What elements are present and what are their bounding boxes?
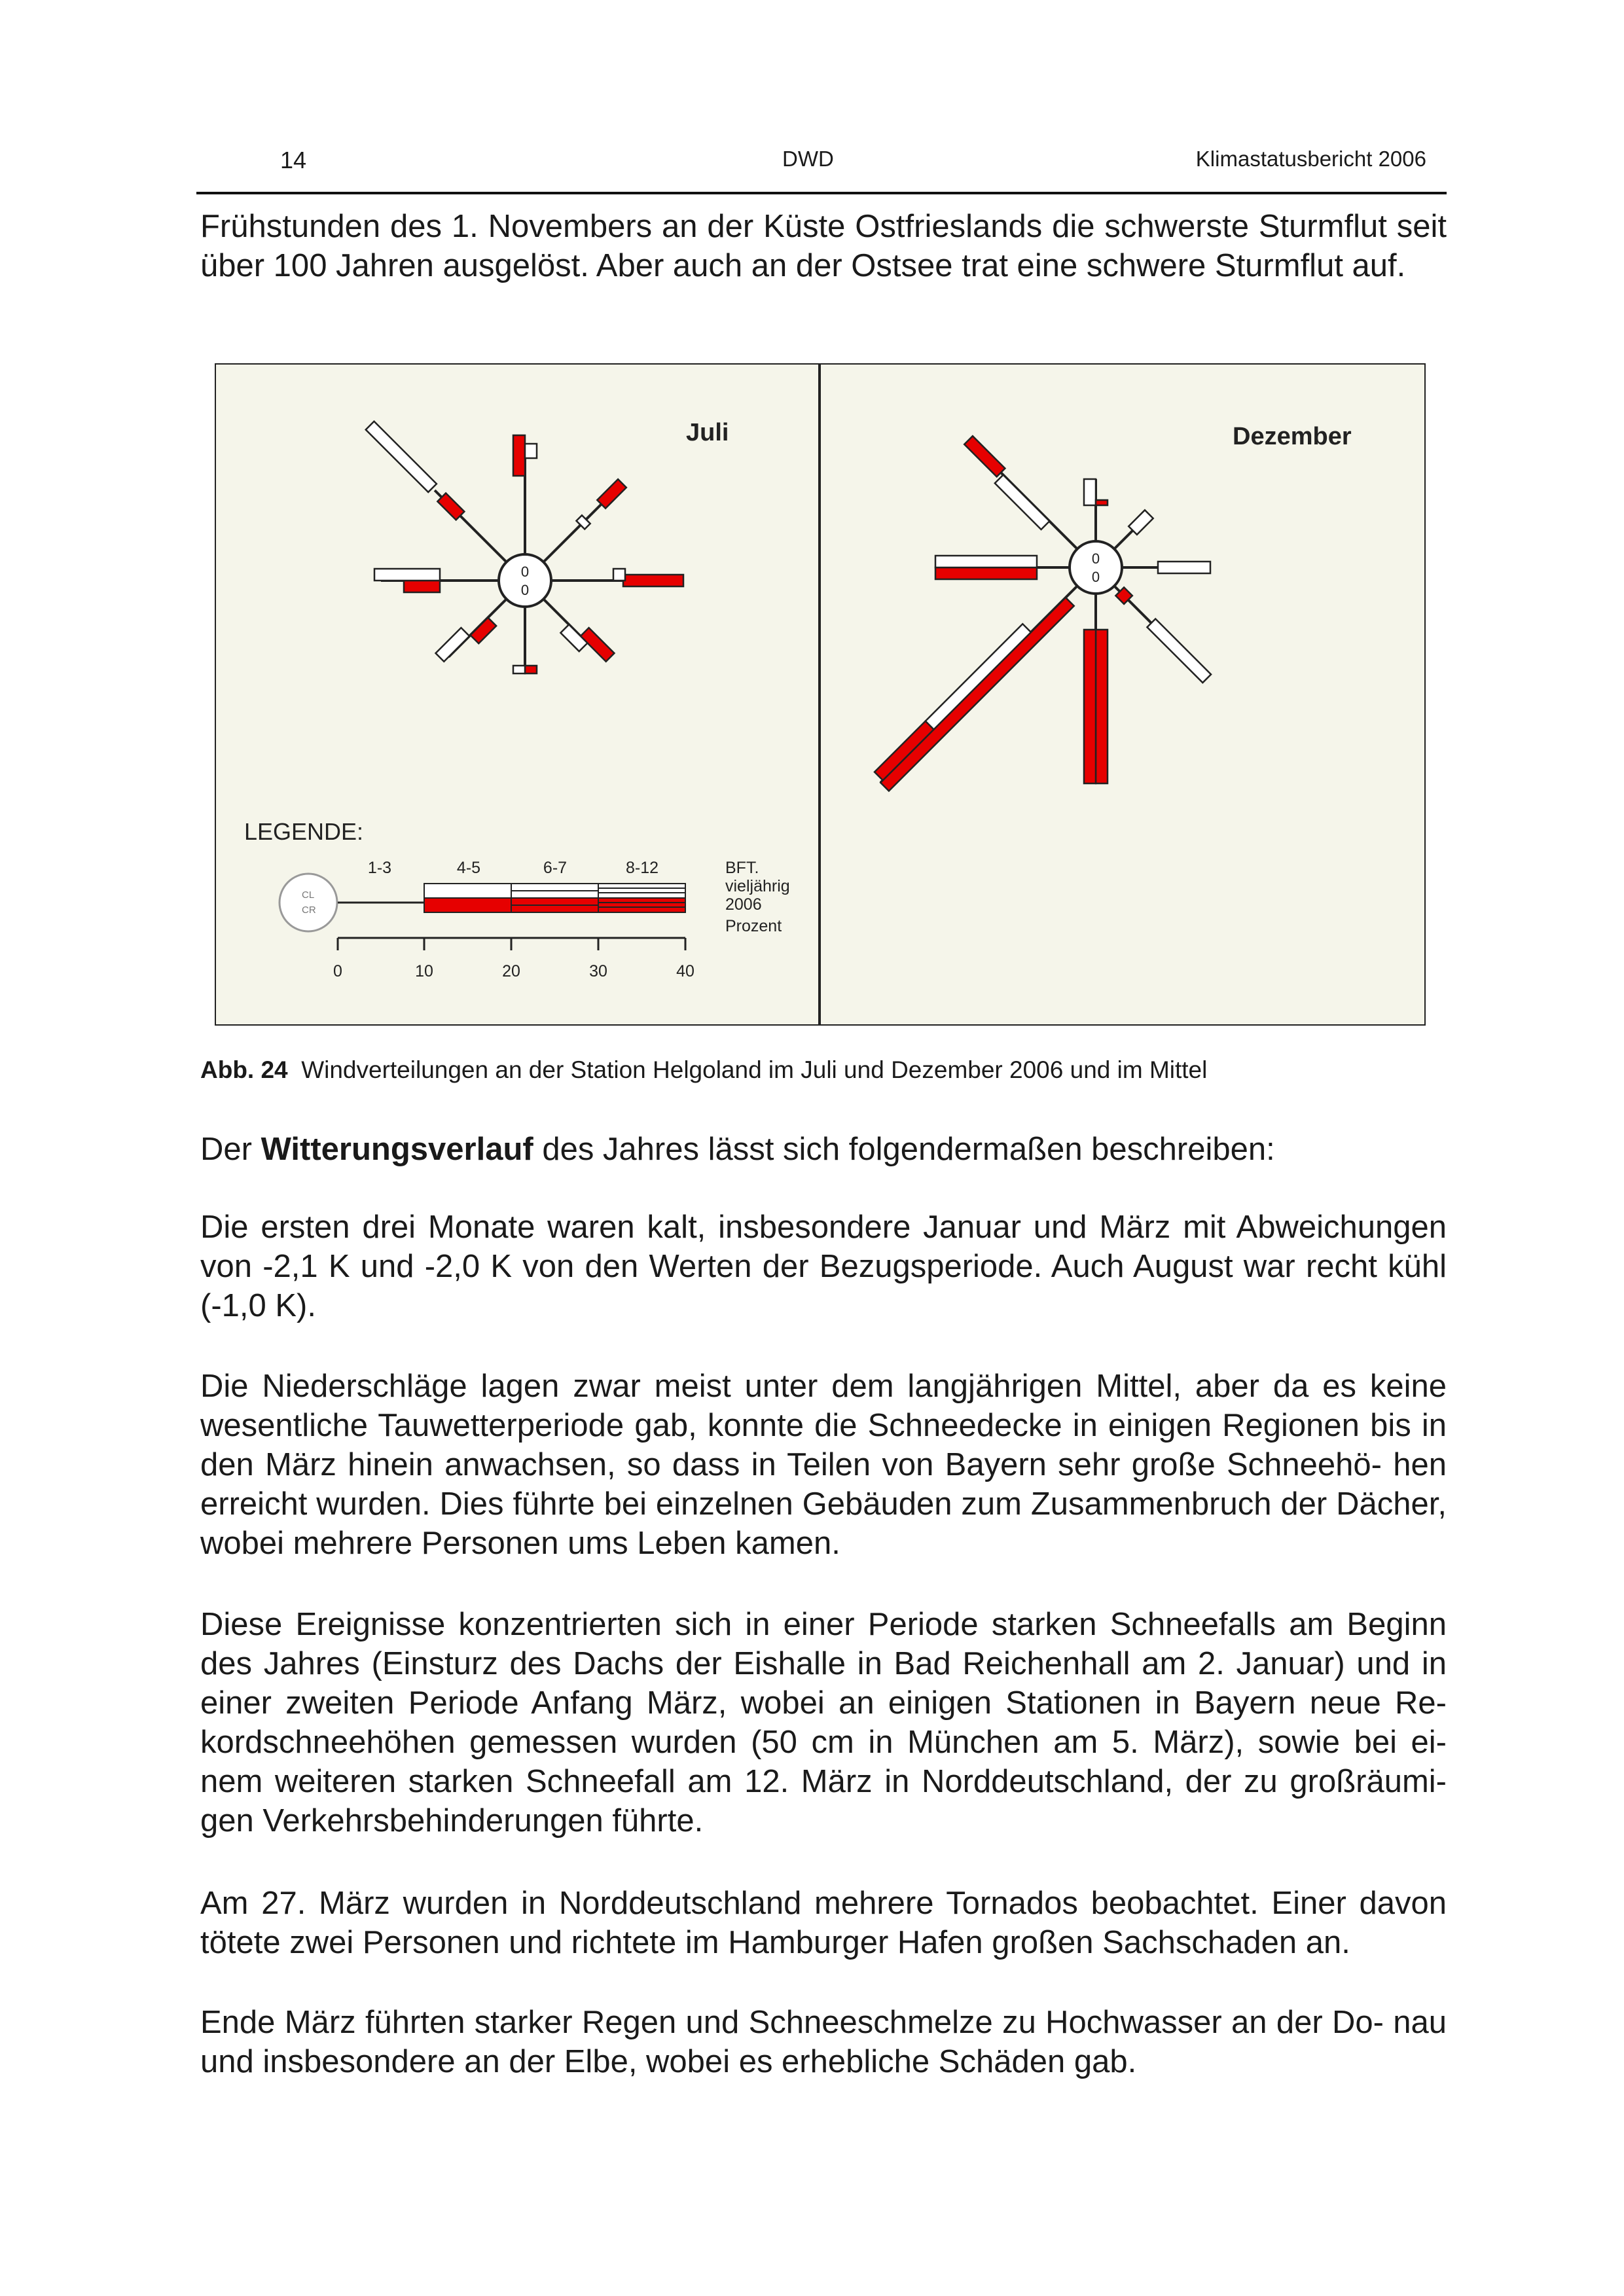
dezember-bar-270-1 bbox=[935, 556, 1037, 567]
juli-calm-value-bottom: 0 bbox=[520, 582, 530, 598]
lead-before: Der bbox=[200, 1132, 261, 1167]
juli-bar-0-0 bbox=[513, 435, 525, 476]
body-paragraph-5: Ende März führten starker Regen und Schneeschmelze zu Hochwasser an der Do- nau und insbesondere an der Elbe, wobei es erhebliche Schäden gab. bbox=[200, 2005, 1447, 2079]
legend-circle-label-cl: CL bbox=[302, 889, 315, 901]
lead-after: des Jahres lässt sich folgendermaßen beschreiben: bbox=[533, 1132, 1275, 1167]
figure-caption bbox=[200, 1056, 1207, 1085]
body-paragraph-3: Diese Ereignisse konzentrierten sich in einer Periode starken Schneefalls am Beginn des Jahres (Einsturz des Dachs der Eishalle in Bad Reichenhall am 2. Januar) und in einer zweiten Periode Anfang März, wobei an einigen Stationen in Bayern neue Re- kordschneehöhen gemessen wurden (50 cm in München am 5. März), sowie bei ei- nem weiteren starken Schneefall am 12. März in Norddeutschland, der zu großräumi- gen Verkehrsbehinderungen führte. bbox=[200, 1607, 1447, 1839]
juli-bar-90-0 bbox=[623, 575, 683, 586]
dezember-bar-270-0 bbox=[935, 567, 1037, 579]
legend-scale-label-30: 30 bbox=[589, 962, 607, 980]
lead-bold: Witterungsverlauf bbox=[261, 1132, 533, 1167]
dezember-calm-value-bottom: 0 bbox=[1091, 569, 1100, 585]
legend-calm-circle bbox=[280, 874, 337, 931]
dezember-bar-180-1 bbox=[1084, 630, 1096, 783]
juli-bar-270-0 bbox=[404, 581, 440, 592]
legend-key-longterm: vieljährig bbox=[725, 877, 790, 895]
header-report-title: Klimastatusbericht 2006 bbox=[1195, 147, 1426, 171]
legend-key-prozent: Prozent bbox=[725, 917, 782, 935]
panel-title-dezember: Dezember bbox=[1233, 423, 1352, 450]
caption-label: Abb. 24 bbox=[200, 1056, 288, 1083]
panel-title-juli: Juli bbox=[686, 419, 729, 446]
legend-class-4: 8-12 bbox=[625, 859, 659, 877]
wind-rose-figure bbox=[215, 363, 1426, 1026]
body-paragraph-4: Am 27. März wurden in Norddeutschland mehrere Tornados beobachtet. Einer davon tötete zwei Personen und richtete im Hamburger Hafen großen Sachschaden an. bbox=[200, 1886, 1447, 1960]
body-paragraph-1: Die ersten drei Monate waren kalt, insbesondere Januar und März mit Abweichungen von -2,1 K und -2,0 K von den Werten der Bezugsperiode. Auch August war recht kühl (-1,0 K). bbox=[200, 1210, 1447, 1323]
juli-calm-value-top: 0 bbox=[520, 564, 530, 580]
legend-bar-longterm-2 bbox=[424, 884, 511, 898]
legend-bar-2006-2 bbox=[424, 898, 511, 912]
intro-paragraph: Frühstunden des 1. Novembers an der Küste Ostfrieslands die schwerste Sturmflut seit über 100 Jahren ausgelöst. Aber auch an der Ostsee trat eine schwere Sturmflut auf. bbox=[200, 209, 1447, 283]
dezember-bar-180-0 bbox=[1096, 630, 1108, 783]
juli-bar-90-1 bbox=[613, 569, 625, 581]
juli-bar-180-1 bbox=[513, 666, 525, 673]
legend-scale-label-20: 20 bbox=[502, 962, 520, 980]
legend-scale-label-10: 10 bbox=[415, 962, 433, 980]
dezember-calm-circle bbox=[1070, 541, 1122, 594]
caption-text: Windverteilungen an der Station Helgoland im Juli und Dezember 2006 und im Mittel bbox=[301, 1056, 1208, 1083]
juli-bar-270-1 bbox=[374, 569, 440, 581]
legend-scale-label-0: 0 bbox=[333, 962, 342, 980]
legend-key-2006: 2006 bbox=[725, 895, 762, 914]
juli-bar-180-0 bbox=[525, 666, 537, 673]
page-number: 14 bbox=[280, 147, 307, 173]
dezember-calm-value-top: 0 bbox=[1091, 550, 1100, 567]
legend-circle-label-cr: CR bbox=[302, 905, 316, 916]
juli-bar-0-1 bbox=[525, 444, 537, 458]
legend-class-2: 4-5 bbox=[456, 859, 481, 877]
dezember-bar-0-0 bbox=[1084, 479, 1096, 505]
legend-bar-longterm-4 bbox=[598, 884, 685, 898]
legend-class-3: 6-7 bbox=[543, 859, 568, 877]
legend-bar-2006-4 bbox=[598, 898, 685, 912]
legend-scale-label-40: 40 bbox=[676, 962, 695, 980]
legend-title: LEGENDE: bbox=[244, 818, 364, 845]
legend-key-bft: BFT. bbox=[725, 859, 759, 877]
lead-paragraph bbox=[200, 1130, 1447, 1169]
juli-calm-circle bbox=[499, 554, 551, 607]
dezember-bar-90-0 bbox=[1158, 562, 1210, 573]
legend-class-1: 1-3 bbox=[367, 859, 392, 877]
body-paragraph-2: Die Niederschläge lagen zwar meist unter dem langjährigen Mittel, aber da es keine wesentliche Tauwetterperiode gab, konnte die Schneedecke in einigen Regionen bis in den März hinein anwachsen, so dass in Teilen von Bayern sehr große Schneehö- hen erreicht wurden. Dies führte bei einzelnen Gebäuden zum Zusammenbruch der Dächer, wobei mehrere Personen ums Leben kamen. bbox=[200, 1369, 1447, 1561]
header-publisher: DWD bbox=[782, 147, 834, 171]
dezember-bar-0-1 bbox=[1096, 500, 1108, 505]
header-rule bbox=[196, 192, 1447, 194]
